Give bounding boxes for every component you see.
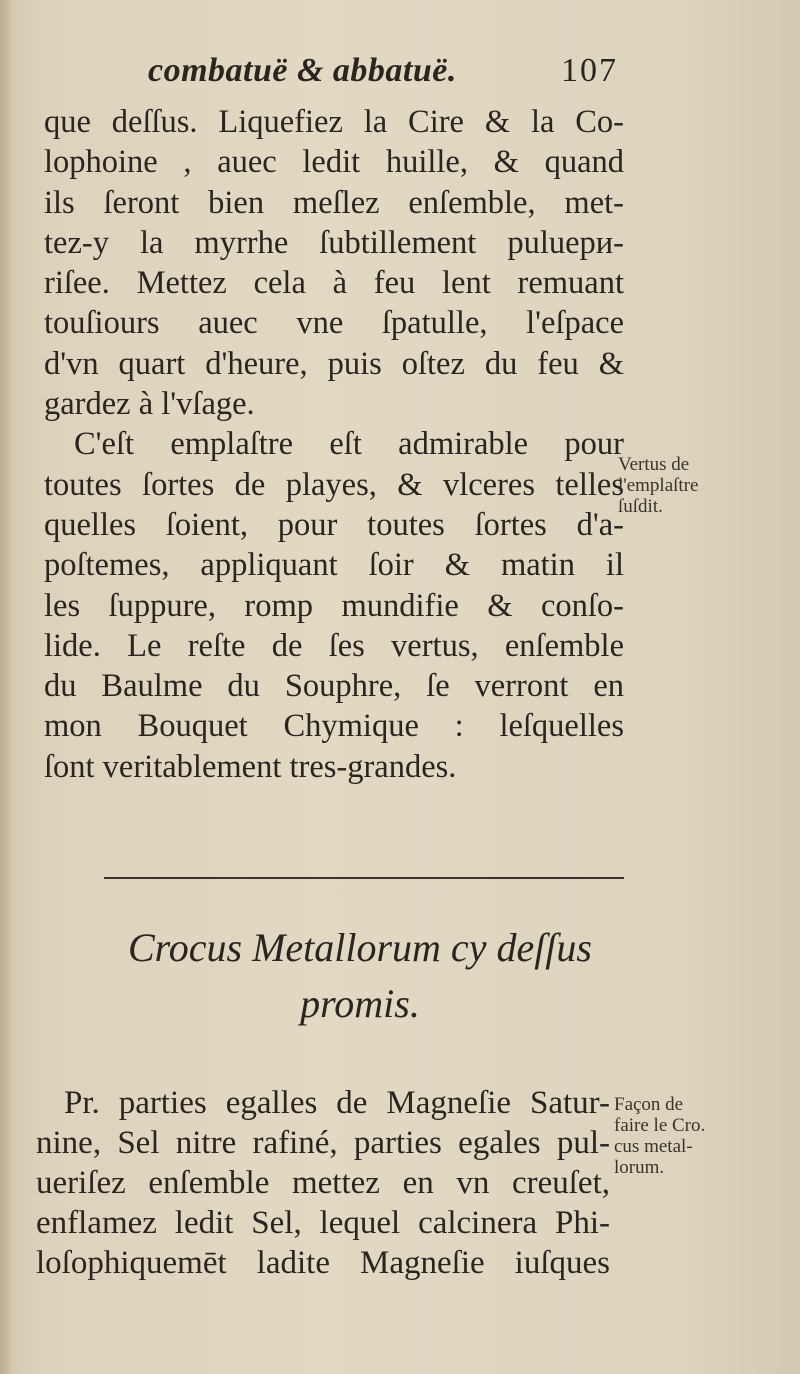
text-line: quelles ſoient, pour toutes ſortes d'a- xyxy=(44,506,624,543)
text-line: que deſſus. Liquefiez la Cire & la Co- xyxy=(44,104,624,140)
margin-note-line: Vertus de xyxy=(618,454,690,475)
page-header xyxy=(148,52,618,102)
text-line: loſophiquemēt ladite Magneſie iuſques xyxy=(36,1245,610,1281)
margin-note-line: Façon de xyxy=(614,1094,684,1115)
text-line: d'vn quart d'heure, puis oſtez du feu & xyxy=(44,345,624,382)
margin-note-vertus xyxy=(618,454,758,517)
text-line: lide. Le reſte de ſes vertus, enſemble xyxy=(44,627,624,664)
heading-line: Crocus Metallorum cy deſſus xyxy=(127,925,592,970)
text-line: lophoine , auec ledit huille, & quand xyxy=(44,144,624,181)
text-line: Pr. parties egalles de Magneſie Satur- xyxy=(64,1085,610,1121)
margin-note-line: lorum. xyxy=(614,1157,665,1178)
text-line: nine, Sel nitre rafiné, parties egales pul- xyxy=(36,1125,610,1161)
text-line: mon Bouquet Chymique : leſquelles xyxy=(44,708,624,745)
text-line: enflamez ledit Sel, lequel calcinera Phi- xyxy=(36,1205,610,1241)
text-line: toutes ſortes de playes, & vlceres telles xyxy=(44,466,624,503)
text-line: ils ſeront bien meſlez enſemble, met- xyxy=(44,184,624,221)
margin-note-line: faire le Cro. xyxy=(614,1115,706,1136)
running-title: combatuë & abbatuë. xyxy=(148,52,457,89)
text-line: gardez à l'vſage. xyxy=(44,386,255,423)
text-line: ueriſez enſemble mettez en vn creuſet, xyxy=(36,1165,610,1201)
margin-note-facon xyxy=(614,1094,764,1178)
section-text xyxy=(36,1083,610,1283)
text-line: les ſuppure, romp mundifie & conſo- xyxy=(44,587,624,624)
heading-line: promis. xyxy=(300,981,420,1026)
text-line: C'eſt emplaſtre eſt admirable pour xyxy=(74,426,624,463)
section-heading xyxy=(100,920,620,1032)
text-line: touſiours auec vne ſpatulle, l'eſpace xyxy=(44,305,624,342)
text-line: ſont veritablement tres-grandes. xyxy=(44,748,457,785)
margin-note-line: l'emplaſtre xyxy=(618,475,699,496)
body-text xyxy=(44,102,624,787)
text-line: du Baulme du Souphre, ſe verront en xyxy=(44,668,624,705)
page-number: 107 xyxy=(561,52,618,89)
text-line: poſtemes, appliquant ſoir & matin il xyxy=(44,547,624,584)
text-line: riſee. Mettez cela à feu lent remuant xyxy=(44,265,624,302)
text-line: tez-y la myrrhe ſubtillement puluери- xyxy=(44,224,624,261)
section-divider xyxy=(104,877,624,879)
margin-note-line: cus metal- xyxy=(614,1136,693,1157)
margin-note-line: ſuſdit. xyxy=(618,496,663,517)
